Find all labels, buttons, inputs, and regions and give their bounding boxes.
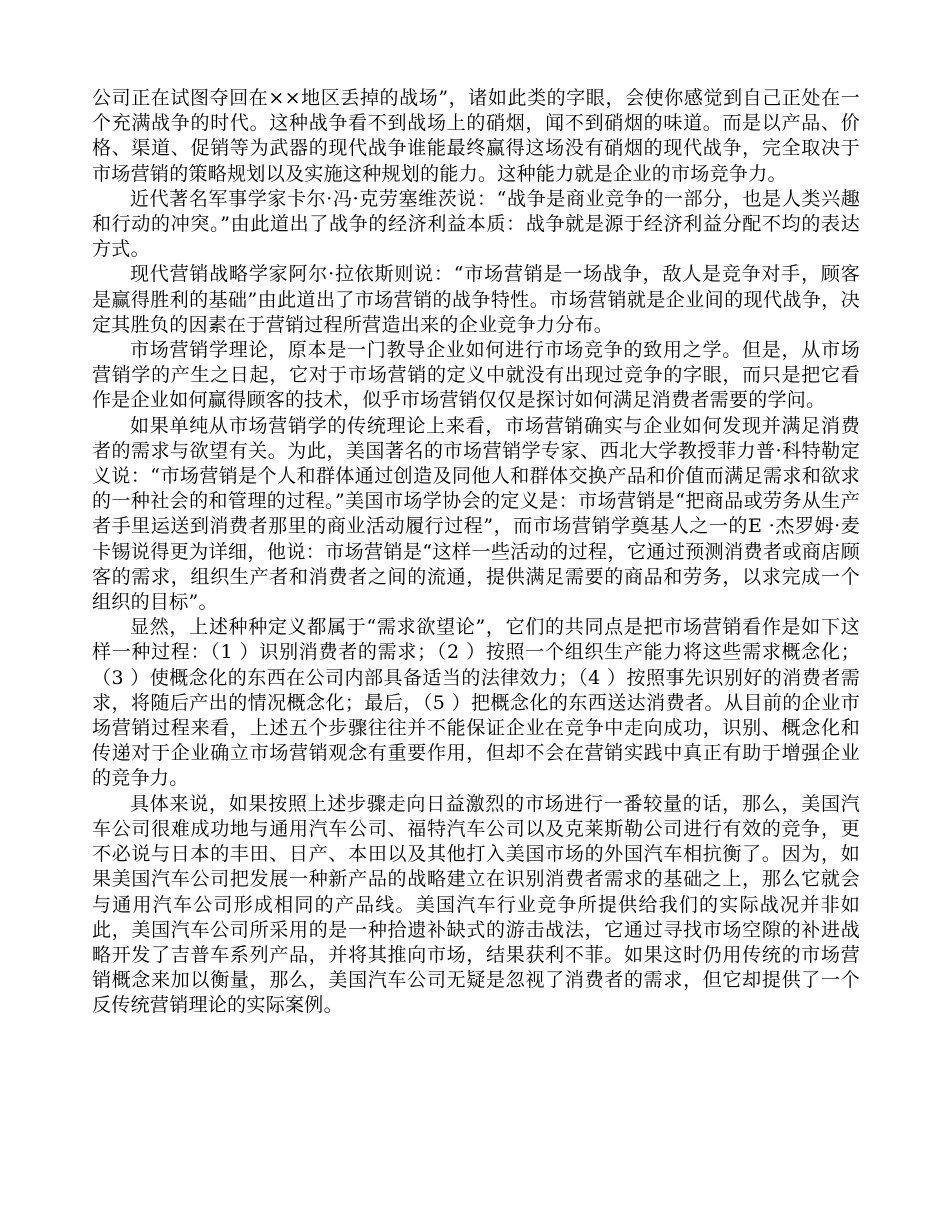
paragraph-6: 显然，上述种种定义都属于“需求欲望论”，它们的共同点是把市场营销看作是如下这样一种过程：（1 ）识别消费者的需求；（2 ）按照一个组织生产能力将这些需求概念化；（3 ）使概念化的东西在公司内部具备适当的法律效力；（4 ）按照事先识别好的消费者需求，将随后产出的情况概念化；最后，（5 ）把概念化的东西送达消费者。从目前的企业市场营销过程来看，上述五个步骤往往并不能保证企业在竞争中走向成功，识别、概念化和传递对于企业确立市场营销观念有重要作用，但却不会在营销实践中真正有助于增强企业的竞争力。: [92, 616, 860, 790]
paragraph-5: 如果单纯从市场营销学的传统理论上来看，市场营销确实与企业如何发现并满足消费者的需求与欲望有关。为此，美国著名的市场营销学专家、西北大学教授菲力普·科特勒定义说：“市场营销是个人和群体通过创造及同他人和群体交换产品和价值而满足需求和欲求的一种社会的和管理的过程。”美国市场学协会的定义是：市场营销是“把商品或劳务从生产者手里运送到消费者那里的商业活动履行过程”，而市场营销学奠基人之一的E ·杰罗姆·麦卡锡说得更为详细，他说：市场营销是“这样一些活动的过程，它通过预测消费者或商店顾客的需求，组织生产者和消费者之间的流通，提供满足需要的商品和劳务，以求完成一个组织的目标”。: [92, 414, 860, 614]
paragraph-1: 公司正在试图夺回在××地区丢掉的战场”，诸如此类的字眼，会使你感觉到自己正处在一个充满战争的时代。这种战争看不到战场上的硝烟，闻不到硝烟的味道。而是以产品、价格、渠道、促销等为武器的现代战争谁能最终赢得这场没有硝烟的现代战争，完全取决于市场营销的策略规划以及实施这种规划的能力。这种能力就是企业的市场竞争力。: [92, 87, 860, 185]
paragraph-7: 具体来说，如果按照上述步骤走向日益激烈的市场进行一番较量的话，那么，美国汽车公司很难成功地与通用汽车公司、福特汽车公司以及克莱斯勒公司进行有效的竞争，更不必说与日本的丰田、日产、本田以及其他打入美国市场的外国汽车相抗衡了。因为，如果美国汽车公司把发展一种新产品的战略建立在识别消费者需求的基础之上，那么它就会与通用汽车公司形成相同的产品线。美国汽车行业竞争所提供给我们的实际战况并非如此，美国汽车公司所采用的是一种拾遗补缺式的游击战法，它通过寻找市场空隙的补进战略开发了吉普车系列产品，并将其推向市场，结果获利不菲。如果这时仍用传统的市场营销概念来加以衡量，那么，美国汽车公司无疑是忽视了消费者的需求，但它却提供了一个反传统营销理论的实际案例。: [92, 792, 860, 1017]
paragraph-4: 市场营销学理论，原本是一门教导企业如何进行市场竞争的致用之学。但是，从市场营销学的产生之日起，它对于市场营销的定义中就没有出现过竞争的字眼，而只是把它看作是企业如何赢得顾客的技术，似乎市场营销仅仅是探讨如何满足消费者需要的学问。: [92, 339, 860, 412]
document-page: [92, 86, 860, 1019]
paragraph-2: 近代著名军事学家卡尔·冯·克劳塞维茨说：“战争是商业竞争的一部分，也是人类兴趣和行动的冲突。”由此道出了战争的经济利益本质：战争就是源于经济利益分配不均的表达方式。: [92, 187, 860, 261]
paragraph-3: 现代营销战略学家阿尔·拉依斯则说：“市场营销是一场战争，敌人是竞争对手，顾客是赢得胜利的基础”由此道出了市场营销的战争特性。市场营销就是企业间的现代战争，决定其胜负的因素在于营销过程所营造出来的企业竞争力分布。: [92, 263, 860, 336]
